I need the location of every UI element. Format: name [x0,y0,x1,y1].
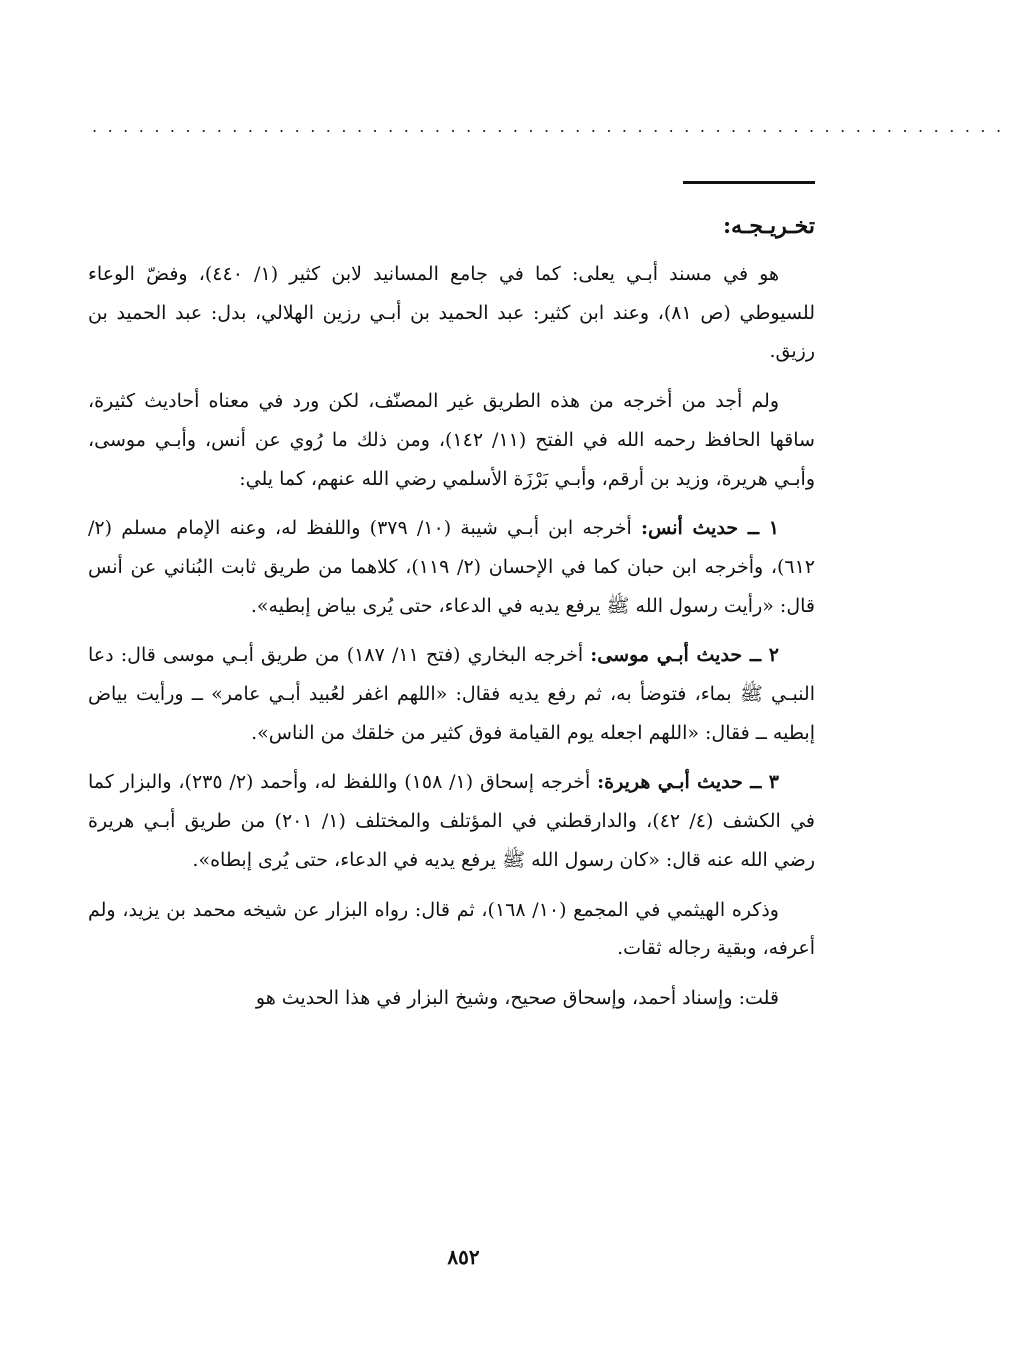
hadith-abu-hurayra-body: أخرجه إسحاق (١/ ١٥٨) واللفظ له، وأحمد (٢/ ٢٣٥)، والبزار كما في الكشف (٤/ ٤٢)، والدارقطني في المؤتلف والمختلف (١/ ٢٠١) من طريق أبـي هريرة رضي الله عنه قال: «كان رسول الله ﷺ يرفع يديه في الدعاء، حتى يُرى إبطاه». [88,771,815,871]
hadith-abu-hurayra [88,763,815,879]
dotted-separator: ........................................................... [92,117,1012,136]
hadith-abu-musa [88,636,815,752]
hadith-anas [88,509,815,625]
paragraph-conclusion: قلت: وإسناد أحمد، وإسحاق صحيح، وشيخ البزار في هذا الحديث هو [255,986,779,1009]
page-number: ٨٥٢ [447,1245,480,1269]
hadith-anas-lead: ١ ــ حديث أنس: [640,517,779,540]
paragraph-haythami: وذكره الهيثمي في المجمع (١٠/ ١٦٨)، ثم قال: رواه البزار عن شيخه محمد بن يزيد، ولم أعرفه، وبقية رجاله ثقات. [88,898,815,960]
footnote-rule [683,181,815,184]
hadith-abu-musa-body: أخرجه البخاري (فتح ١١/ ١٨٧) من طريق أبـي موسى قال: دعا النبـي ﷺ بماء، فتوضأ به، ثم رفع يديه فقال: «اللهم اغفر لعُبيد أبـي عامر» ــ ورأيت بياض إبطيه ــ فقال: «اللهم اجعله يوم القيامة فوق كثير من خلقك من الناس». [88,644,815,744]
hadith-abu-musa-lead: ٢ ــ حديث أبـي موسى: [590,644,779,667]
paragraph-source: هو في مسند أبـي يعلى: كما في جامع المسانيد لابن كثير (١/ ٤٤٠)، وفضّ الوعاء للسيوطي (ص ٨١)، وعند ابن كثير: عبد الحميد بن أبـي رزين الهلالي، بدل: عبد الحميد بن رزيق. [88,263,815,363]
hadith-anas-body: أخرجه ابن أبـي شيبة (١٠/ ٣٧٩) واللفظ له، وعنه الإمام مسلم (٢/ ٦١٢)، وأخرجه ابن حبان كما في الإحسان (٢/ ١١٩)، كلاهما من طريق ثابت البُناني عن أنس قال: «رأيت رسول الله ﷺ يرفع يديه في الدعاء، حتى يُرى بياض إبطيه». [88,517,816,617]
hadith-abu-hurayra-lead: ٣ ــ حديث أبـي هريرة: [597,771,779,794]
section-heading: تخـريـجـه: [722,213,815,239]
body-text [88,208,815,1029]
paragraph-intro: ولم أجد من أخرجه من هذه الطريق غير المصنّف، لكن ورد في معناه أحاديث كثيرة، ساقها الحافظ رحمه الله في الفتح (١١/ ١٤٢)، ومن ذلك ما رُوي عن أنس، وأبـي موسى، وأبـي هريرة، وزيد بن أرقم، وأبـي بَرْزَة الأسلمي رضي الله عنهم، كما يلي: [88,390,815,490]
